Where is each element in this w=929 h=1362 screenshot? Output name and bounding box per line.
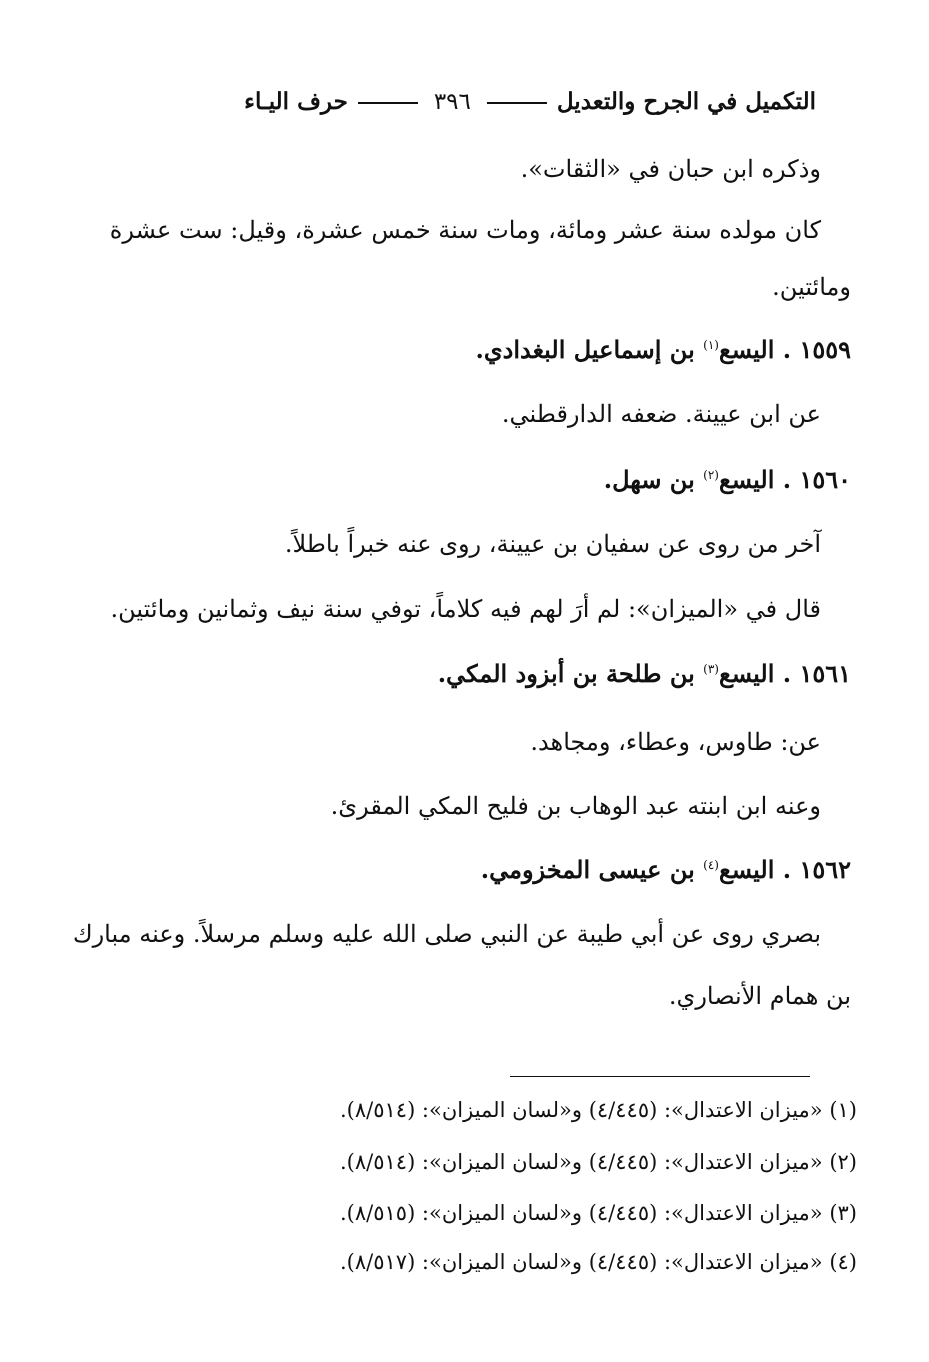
footnote-separator: [510, 1076, 810, 1077]
paragraph: بصري روى عن أبي طيبة عن النبي صلى الله عليه وسلم مرسلاً. وعنه مبارك: [72, 920, 821, 948]
paragraph: بن همام الأنصاري.: [668, 982, 851, 1010]
running-header: [150, 88, 816, 117]
paragraph: وعنه ابن ابنته عبد الوهاب بن فليح المكي المقرئ.: [330, 792, 821, 820]
paragraph: كان مولده سنة عشر ومائة، ومات سنة خمس عشرة، وقيل: ست عشرة: [109, 216, 821, 244]
entry-name: اليسع: [718, 335, 775, 364]
section-title: حرف اليـاء: [244, 88, 348, 115]
footnote-2: (٢) «ميزان الاعتدال»: (٤/٤٤٥) و«لسان الميزان»: (٨/٥١٤).: [339, 1150, 857, 1174]
entry-number: ١٥٦٠ .: [782, 465, 851, 494]
entry-name: اليسع: [718, 465, 775, 494]
entry-heading-1562: [481, 856, 851, 885]
footnote-ref: (٣): [703, 662, 719, 676]
footnote-1: (١) «ميزان الاعتدال»: (٤/٤٤٥) و«لسان الميزان»: (٨/٥١٤).: [339, 1098, 857, 1122]
entry-number: ١٥٦٢ .: [782, 855, 851, 884]
entry-name-rest: بن سهل.: [603, 465, 695, 494]
entry-heading-1561: [438, 660, 851, 689]
footnote-3: (٣) «ميزان الاعتدال»: (٤/٤٤٥) و«لسان الميزان»: (٨/٥١٥).: [339, 1201, 857, 1225]
entry-heading-1559: [476, 336, 852, 365]
footnote-4: (٤) «ميزان الاعتدال»: (٤/٤٤٥) و«لسان الميزان»: (٨/٥١٧).: [339, 1250, 857, 1274]
page-number: ٣٩٦: [433, 89, 471, 115]
paragraph: ومائتين.: [772, 273, 851, 301]
entry-name: اليسع: [718, 855, 775, 884]
book-title: التكميل في الجرح والتعديل: [556, 88, 816, 115]
header-dash: [487, 102, 547, 104]
paragraph: قال في «الميزان»: لم أرَ لهم فيه كلاماً، توفي سنة نيف وثمانين ومائتين.: [110, 595, 821, 623]
entry-heading-1560: [604, 466, 851, 495]
footnote-ref: (٢): [703, 468, 719, 482]
paragraph: عن ابن عيينة. ضعفه الدارقطني.: [501, 400, 821, 428]
paragraph: آخر من روى عن سفيان بن عيينة، روى عنه خبراً باطلاً.: [284, 530, 821, 558]
paragraph: عن: طاوس، وعطاء، ومجاهد.: [530, 728, 821, 756]
entry-number: ١٥٦١ .: [782, 659, 851, 688]
entry-number: ١٥٥٩ .: [782, 335, 851, 364]
paragraph: وذكره ابن حبان في «الثقات».: [520, 155, 821, 183]
footnote-ref: (٤): [703, 858, 719, 872]
entry-name-rest: بن طلحة بن أبزود المكي.: [437, 659, 695, 688]
entry-name-rest: بن عيسى المخزومي.: [480, 855, 695, 884]
footnote-ref: (١): [703, 338, 719, 352]
entry-name: اليسع: [718, 659, 775, 688]
entry-name-rest: بن إسماعيل البغدادي.: [475, 335, 695, 364]
header-dash: [358, 102, 418, 104]
